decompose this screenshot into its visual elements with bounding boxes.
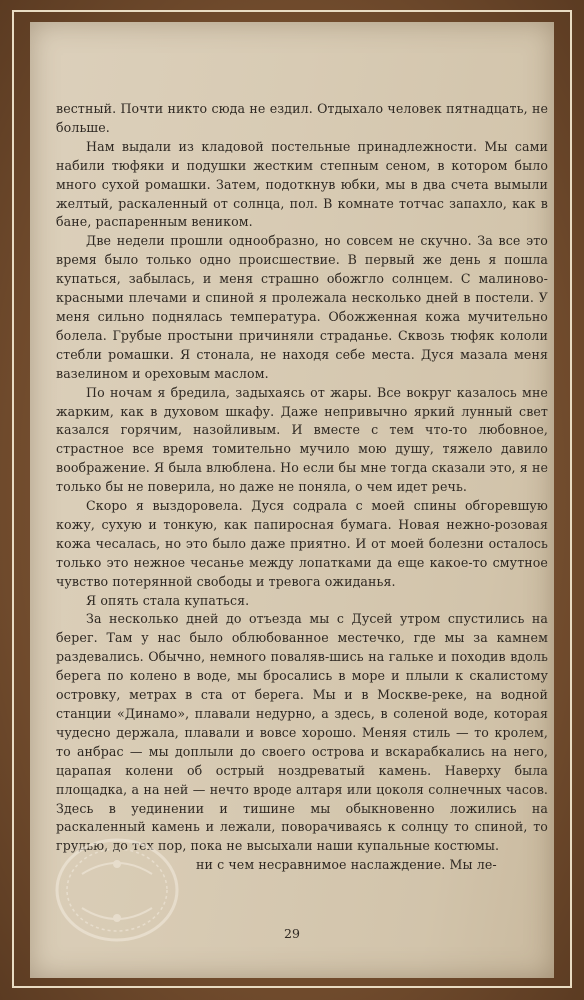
book-page xyxy=(30,22,554,978)
paragraph: Нам выдали из кладовой постельные принадлежности. Мы сами набили тюфяки и подушки жестким степным сеном, в котором было много сухой ромашки. Затем, подоткнув юбки, мы в два счета вымыли желтый, раскаленный от солнца, пол. В комнате тотчас запахло, как в бане, распаренным веником. xyxy=(56,138,548,230)
paragraph: По ночам я бредила, задыхаясь от жары. Все вокруг казалось мне жарким, как в духовом шкафу. Даже непривычно яркий лунный свет казался горячим, назойливым. И вместе с тем что-то любовное, страстное все время томительно мучило мою душу, тяжело давило воображение. Я была влюблена. Но если бы мне тогда сказали это, я не только бы не поверила, но даже не поняла, о чем идет речь. xyxy=(56,384,548,495)
paragraph: Скоро я выздоровела. Дуся содрала с моей спины обгоревшую кожу, сухую и тонкую, как папиросная бумага. Новая нежно-розовая кожа чесалась, но это было даже приятно. И от моей болезни осталось только это нежное чесанье между лопатками да еще какое-то смутное чувство потерянной свободы и тревога ожиданья. xyxy=(56,498,548,589)
paragraph: Две недели прошли однообразно, но совсем не скучно. За все это время было только одно происшествие. В первый же день я пошла купаться, забылась, и меня страшно обожгло солнцем. С малиново-красными плечами и спиной я пролежала несколько дней в постели. У меня сильно поднялась температура. Обожженная кожа мучительно болела. Грубые простыни причиняли страданье. Сквозь тюфяк кололи стебли ромашки. Я стонала, не находя себе места. Дуся мазала меня вазелином и ореховым маслом. xyxy=(56,233,548,381)
paragraph: вестный. Почти никто сюда не ездил. Отдыхало человек пятнадцать, не больше. xyxy=(56,101,548,135)
page-text xyxy=(56,100,548,875)
paragraph: За несколько дней до отъезда мы с Дусей утром спустились на берег. Там у нас было облюбованное местечко, где мы за камнем раздевались. Обычно, немного поваляв-шись на гальке и походив вдоль берега по колено в воде, мы бросались в море и плыли к скалистому островку, метрах в ста от берега. Мы и в Москве-реке, на водной станции «Динамо», плавали недурно, а здесь, в соленой воде, которая чудесно держала, плавали и вовсе хорошо. Меняя стиль — то кролем, то анбрас — мы доплыли до своего острова и вскарабкались на него, царапая колени об острый ноздреватый камень. Наверху была площадка, а на ней — нечто вроде алтаря или цоколя солнечных часов. Здесь в уединении и тишине мы обыкновенно ложились на раскаленный камень и лежали, поворачиваясь к солнцу то спиной, то грудью, до тех пор, пока не высыхали наши купальные костюмы. xyxy=(56,611,548,854)
page-number: 29 xyxy=(284,926,300,941)
paragraph: Я опять стала купаться. xyxy=(86,592,250,608)
paragraph: ни с чем несравнимое наслаждение. Мы ле- xyxy=(196,857,497,873)
